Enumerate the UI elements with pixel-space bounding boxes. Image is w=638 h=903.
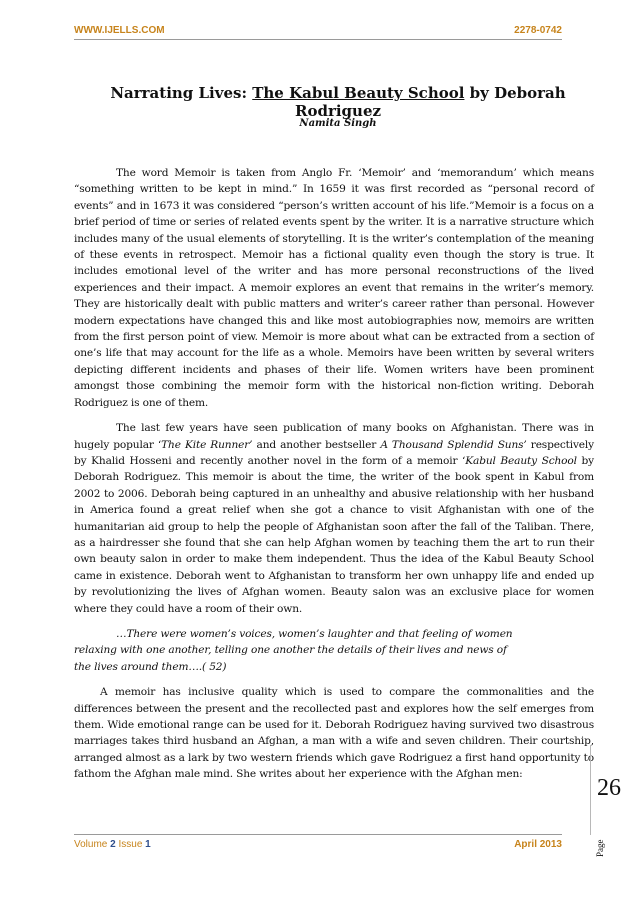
p2-text-d: by Deborah Rodriguez. This memoir is about the time, the writer of the book spent in Kabul from 2002 to 2006. Deborah being captured in an unhealthy and abusive relationship with her husband in America found a great relief when she got a chance to visit Afghanistan with one of the humanitarian aid group to help the people of Afghanistan soon after the fall of the Taliban. There, as a hairdresser she found that she can help Afghan women by teaching them the art to run their own beauty salon in order to make them independent. Thus the idea of the Kabul Beauty School came in existence. Deborah went to Afghanistan to transform her own unhappy life and ended up by revolutionizing the lives of Afghan women. Beauty salon was an exclusive place for women where they could have a room of their own. [74,454,595,615]
p2-kite-runner: The Kite Runner’ [161,438,253,451]
p2-kabul-beauty-school: Kabul Beauty School [465,454,577,467]
p2-text-a: The last few years have seen publication of many books on Afghanistan. There was in hugely popular ‘ [74,422,594,451]
volume-number: 2 [110,839,116,850]
quote-line-1: …There were women’s voices, women’s laughter and that feeling of women [116,627,513,640]
quote-line-2: relaxing with one another, telling one another the details of their lives and news of [74,644,507,657]
article-title [88,84,588,120]
title-book: The Kabul Beauty School [252,84,465,102]
site-url[interactable]: WWW.IJELLS.COM [74,25,165,36]
title-suffix: by Deborah Rodriguez [294,84,566,120]
issn: 2278-0742 [514,25,562,36]
page-number: 26 [597,775,621,801]
issue-number: 1 [145,839,151,850]
title-prefix: Narrating Lives: [110,84,253,102]
volume-issue [74,839,151,850]
page-number-box [590,745,621,857]
page-label: Page [595,839,605,857]
volume-label: Volume [74,839,111,850]
article-body [74,165,594,792]
p2-splendid-suns: A Thousand Splendid Suns’ [380,438,527,451]
issue-date: April 2013 [514,839,562,850]
quote-line-3: the lives around them….( 52) [74,660,227,673]
p2-text-b: and another bestseller [252,438,381,451]
author-name: Namita Singh [299,118,377,129]
paragraph-1: The word Memoir is taken from Anglo Fr. ‘Memoir’ and ‘memorandum’ which means “something written to be kept in mind.” In 1659 it was first recorded as “personal record of events” and in 1673 it was considered “person’s written account of his life.”Memoir is a focus on a brief period of time or series of related events spent by the writer. It is a narrative structure which includes many of the usual elements of storytelling. It is the writer’s contemplation of the meaning of these events in retrospect. Memoir has a fictional quality even though the story is true. It includes emotional level of the writer and has more personal reconstructions of the lived experiences and their impact. A memoir explores an event that remains in the writer’s memory. They are historically dealt with public matters and writer’s career rather than personal. However modern expectations have changed this and like most autobiographies now, memoirs are written from the first person point of view. Memoir is more about what can be extracted from a section of one’s life that may account for the life as a whole. Memoirs have been written by several writers depicting different incidents and phases of their life. Women writers have been prominent amongst those combining the memoir form with the historical non-fiction writing. Deborah Rodriguez is one of them. [74,167,594,409]
issue-label: Issue [115,839,146,850]
paragraph-2 [74,420,594,617]
block-quote [74,626,594,675]
p2-text-c: respectively by Khalid Hosseni and recently another novel in the form of a memoir ‘ [74,438,595,467]
page-footer [74,834,562,855]
page-header [74,25,562,40]
paragraph-3: A memoir has inclusive quality which is used to compare the commonalities and the differences between the present and the recollected past and explores how the self emerges from them. Wide emotional range can be used for it. Deborah Rodriguez having survived two disastrous marriages takes third husband an Afghan, a man with a wife and seven children. Their courtship, arranged almost as a lark by two western friends which gave Rodriguez a first hand opportunity to fathom the Afghan male mind. She writes about her experience with the Afghan men: [74,686,594,781]
